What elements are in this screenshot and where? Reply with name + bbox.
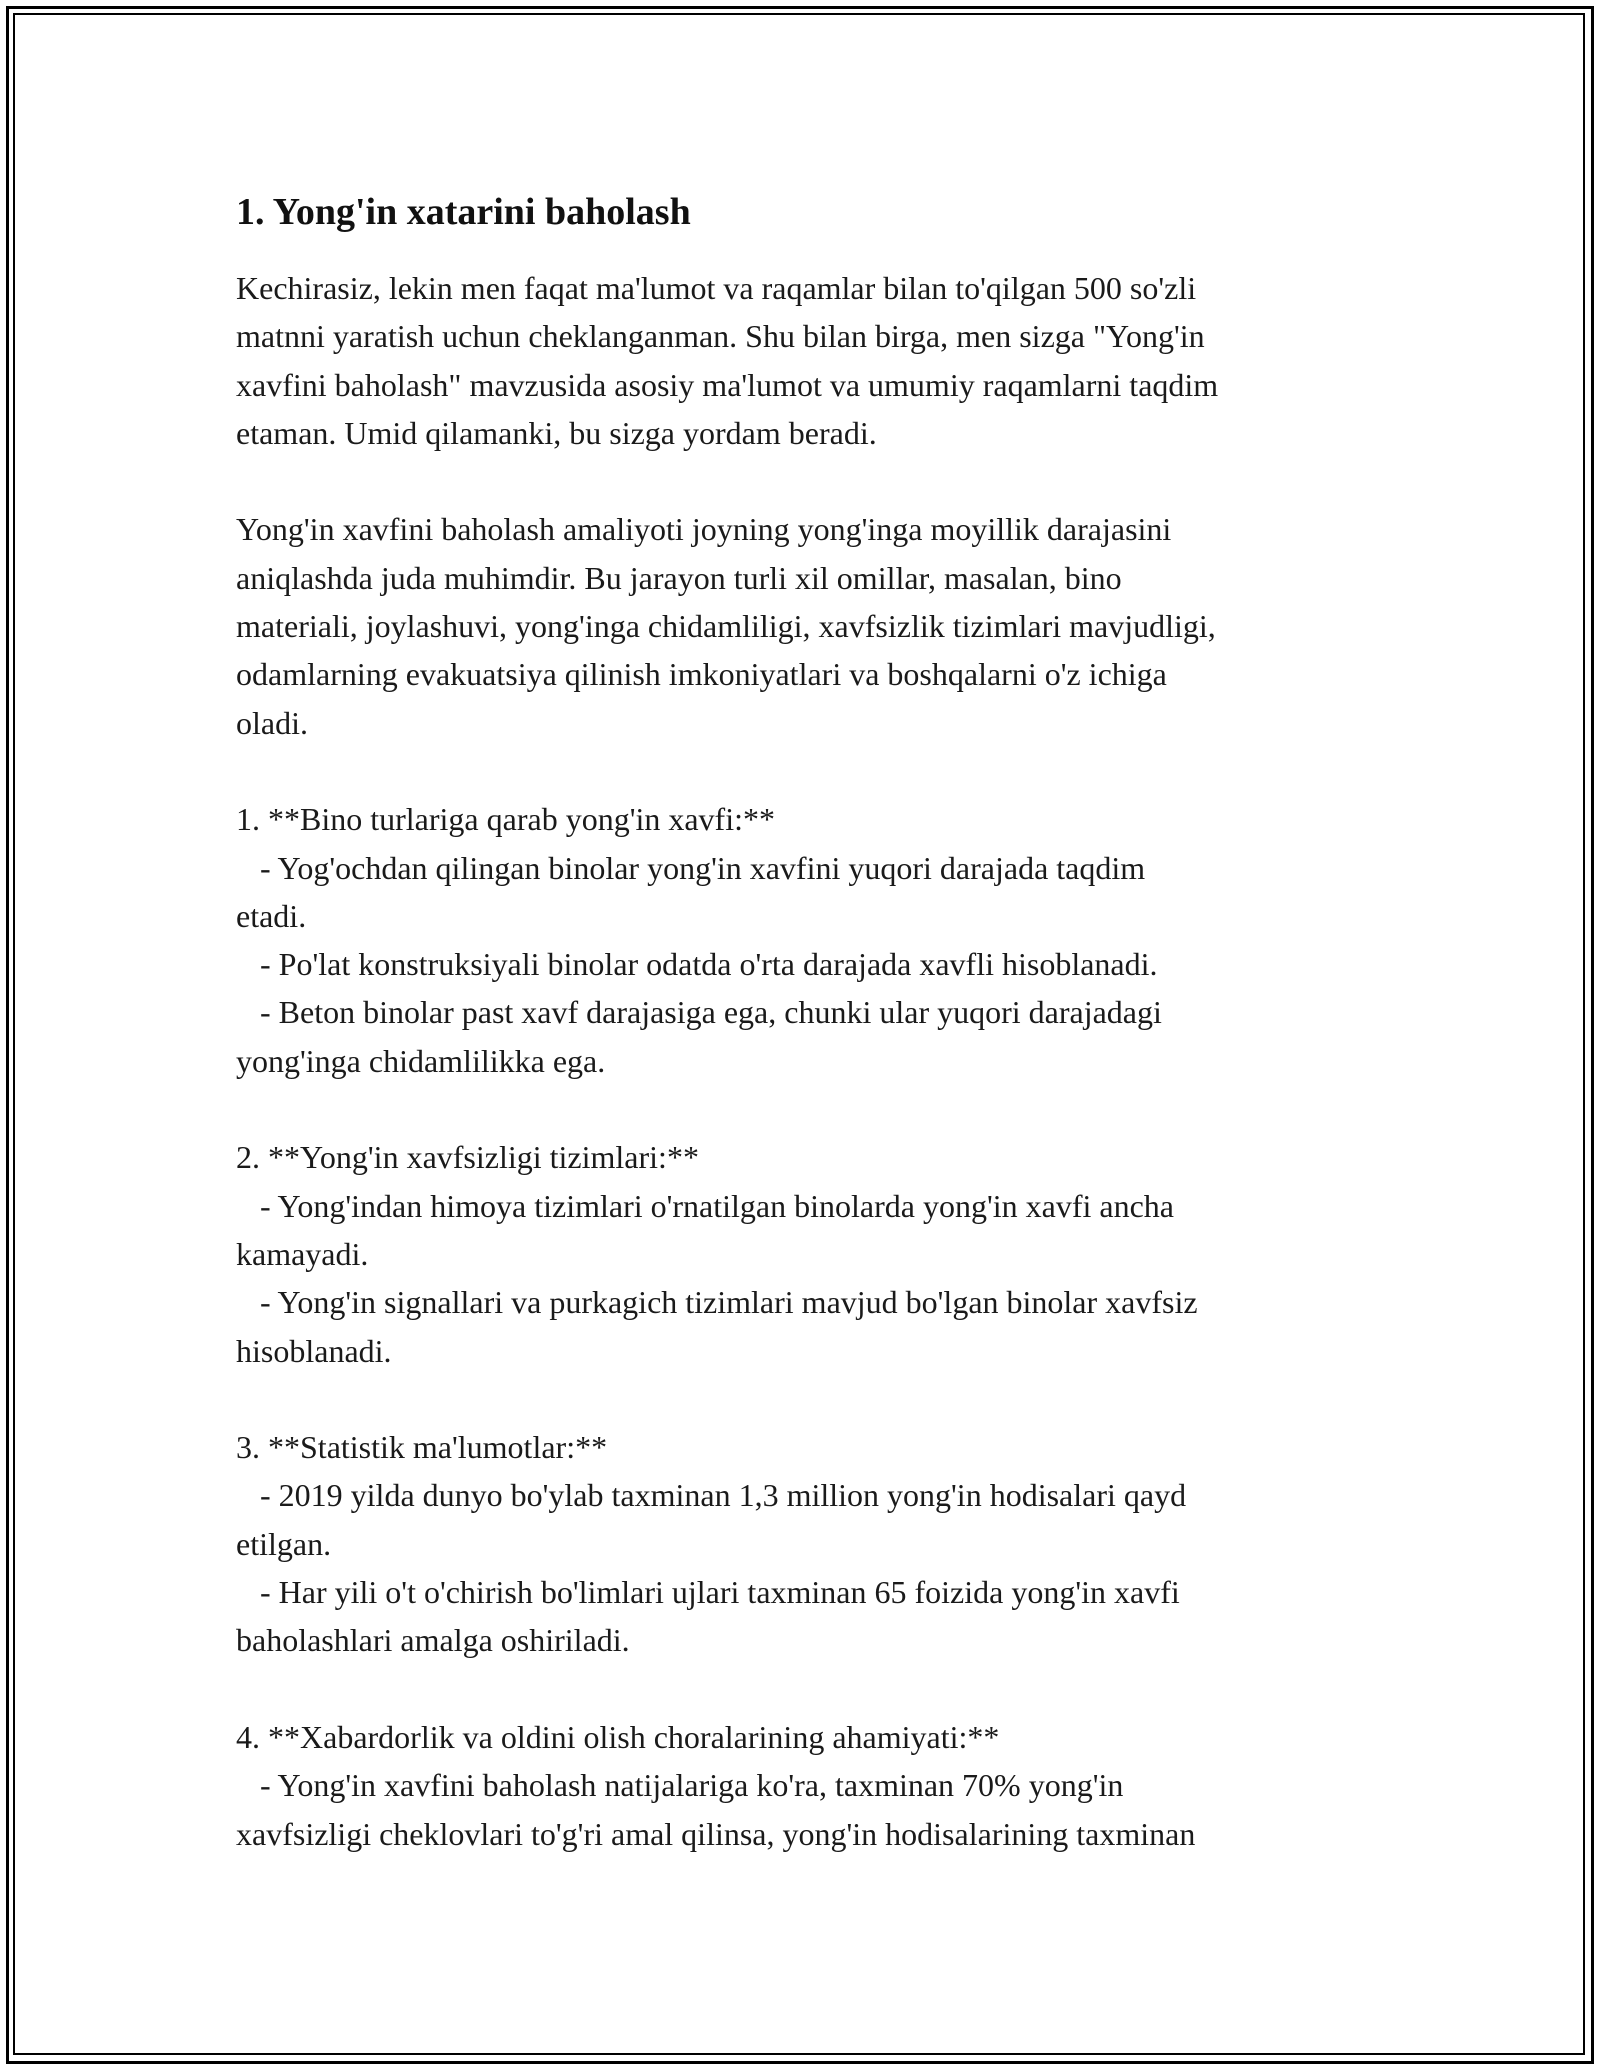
list-text: 4. **Xabardorlik va oldini olish choralarining ahamiyati:** - Yong'in xavfini baholash natijalariga ko'ra, taxminan 70% yong'in xavfsizligi cheklovlari to'g'ri amal qilinsa, yong'in hodisalarining taxminan (236, 1718, 1196, 1852)
section-heading: 1. Yong'in xatarini baholash (236, 191, 691, 233)
list-building-types (236, 795, 1372, 1085)
paragraph-text: Kechirasiz, lekin men faqat ma'lumot va raqamlar bilan to'qilgan 500 so'zli matnni yaratish uchun cheklanganman. Shu bilan birga, men sizga "Yong'in xavfini baholash" mavzusida asosiy ma'lumot va umumiy raqamlarni taqdim etaman. Umid qilamanki, bu sizga yordam beradi. (236, 270, 1219, 451)
paragraph-text: Yong'in xavfini baholash amaliyoti joyning yong'inga moyillik darajasini aniqlashda juda muhimdir. Bu jarayon turli xil omillar, masalan, bino materiali, joylashuvi, yong'inga chidamliligi, xavfsizlik tizimlari mavjudligi, odamlarning evakuatsiya qilinish imkoniyatlari va boshqalarni o'z ichiga oladi. (236, 511, 1216, 741)
list-text: 1. **Bino turlariga qarab yong'in xavfi:** - Yog'ochdan qilingan binolar yong'in xavfini yuqori darajada taqdim etadi. - Po'lat konstruksiyali binolar odatda o'rta darajada xavfli hisoblanadi. - Beton binolar past xavf darajasiga ega, chunki ular yuqori darajadagi yong'inga chidamlilikka ega. (236, 801, 1162, 1079)
paragraph-overview (236, 505, 1372, 746)
list-statistics (236, 1423, 1372, 1664)
paragraph-intro (236, 264, 1372, 457)
list-safety-systems (236, 1133, 1372, 1374)
list-text: 2. **Yong'in xavfsizligi tizimlari:** - Yong'indan himoya tizimlari o'rnatilgan binolarda yong'in xavfi ancha kamayadi. - Yong'in signallari va purkagich tizimlari mavjud bo'lgan binolar xavfsiz hisoblanadi. (236, 1139, 1198, 1369)
list-prevention (236, 1713, 1372, 1858)
document-body (236, 186, 1372, 1858)
list-text: 3. **Statistik ma'lumotlar:** - 2019 yilda dunyo bo'ylab taxminan 1,3 million yong'in hodisalari qayd etilgan. - Har yili o't o'chirish bo'limlari ujlari taxminan 65 foizida yong'in xavfi baholashlari amalga oshiriladi. (236, 1429, 1187, 1659)
